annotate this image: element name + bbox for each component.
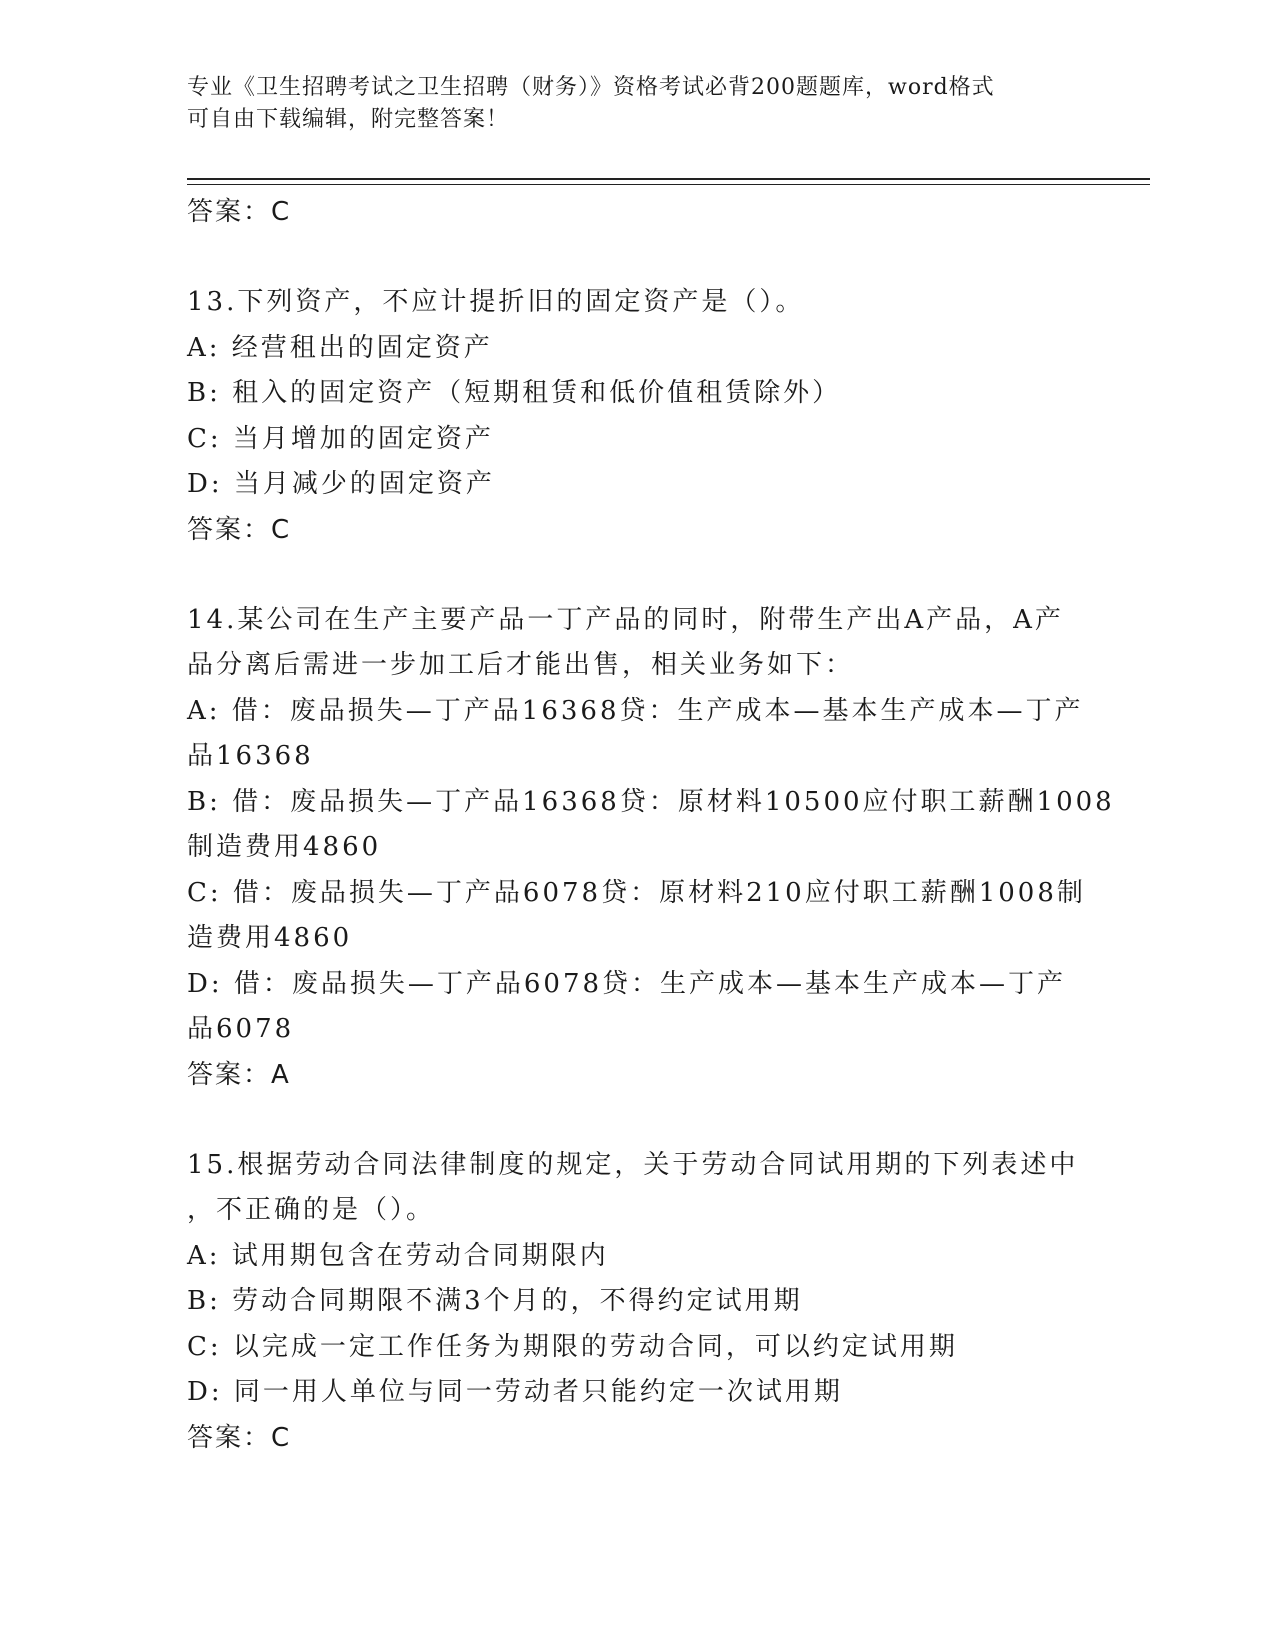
header-line-2: 可自由下载编辑，附完整答案！ [187, 107, 510, 132]
header-rule-thick [187, 178, 1150, 180]
option-d-cont: 品6078 [187, 1014, 295, 1044]
option-c: C: 以完成一定工作任务为期限的劳动合同，可以约定试用期 [187, 1331, 958, 1362]
option-a-cont: 品16368 [187, 741, 314, 771]
option-d: D: 当月减少的固定资产 [187, 469, 495, 499]
question-13 [187, 280, 1087, 553]
question-14 [187, 598, 1115, 1098]
option-b: B: 借：废品损失—丁产品16368贷：原材料10500应付职工薪酬1008 [187, 786, 1115, 817]
document-body [187, 190, 1115, 1461]
option-d: D: 同一用人单位与同一劳动者只能约定一次试用期 [187, 1377, 843, 1407]
answer-previous: 答案：C [187, 197, 292, 227]
question-text-line-2: 品分离后需进一步加工后才能出售，相关业务如下： [187, 650, 855, 680]
header-rule-thin [187, 184, 1150, 185]
question-text: 13.下列资产，不应计提折旧的固定资产是（）。 [187, 287, 805, 317]
option-b: B: 劳动合同期限不满3个月的，不得约定试用期 [187, 1286, 803, 1316]
question-text-line-1: 14.某公司在生产主要产品一丁产品的同时，附带生产出A产品，A产 [187, 604, 1064, 635]
answer: 答案：C [187, 1422, 292, 1453]
answer: 答案：C [187, 514, 292, 545]
spacer [187, 1098, 1087, 1143]
option-b-cont: 制造费用4860 [187, 832, 382, 862]
header-line-1: 专业《卫生招聘考试之卫生招聘（财务）》资格考试必背200题题库，word格式 [187, 75, 995, 100]
answer: 答案：A [187, 1059, 291, 1090]
option-d: D: 借：废品损失—丁产品6078贷：生产成本—基本生产成本—丁产 [187, 968, 1067, 999]
option-a: A: 借：废品损失—丁产品16368贷：生产成本—基本生产成本—丁产 [187, 695, 1084, 726]
option-c-cont: 造费用4860 [187, 923, 353, 953]
spacer [187, 235, 1087, 280]
option-c: C: 借：废品损失—丁产品6078贷：原材料210应付职工薪酬1008制 [187, 877, 1086, 908]
question-text-line-2: ，不正确的是（）。 [187, 1195, 436, 1225]
option-c: C: 当月增加的固定资产 [187, 423, 494, 454]
option-b: B: 租入的固定资产（短期租赁和低价值租赁除外） [187, 378, 842, 408]
spacer [187, 553, 1087, 598]
option-a: A: 试用期包含在劳动合同期限内 [187, 1240, 609, 1271]
question-text-line-1: 15.根据劳动合同法律制度的规定，关于劳动合同试用期的下列表述中 [187, 1149, 1079, 1180]
question-15 [187, 1143, 1087, 1461]
option-a: A: 经营租出的固定资产 [187, 332, 493, 363]
document-header [187, 72, 1067, 136]
